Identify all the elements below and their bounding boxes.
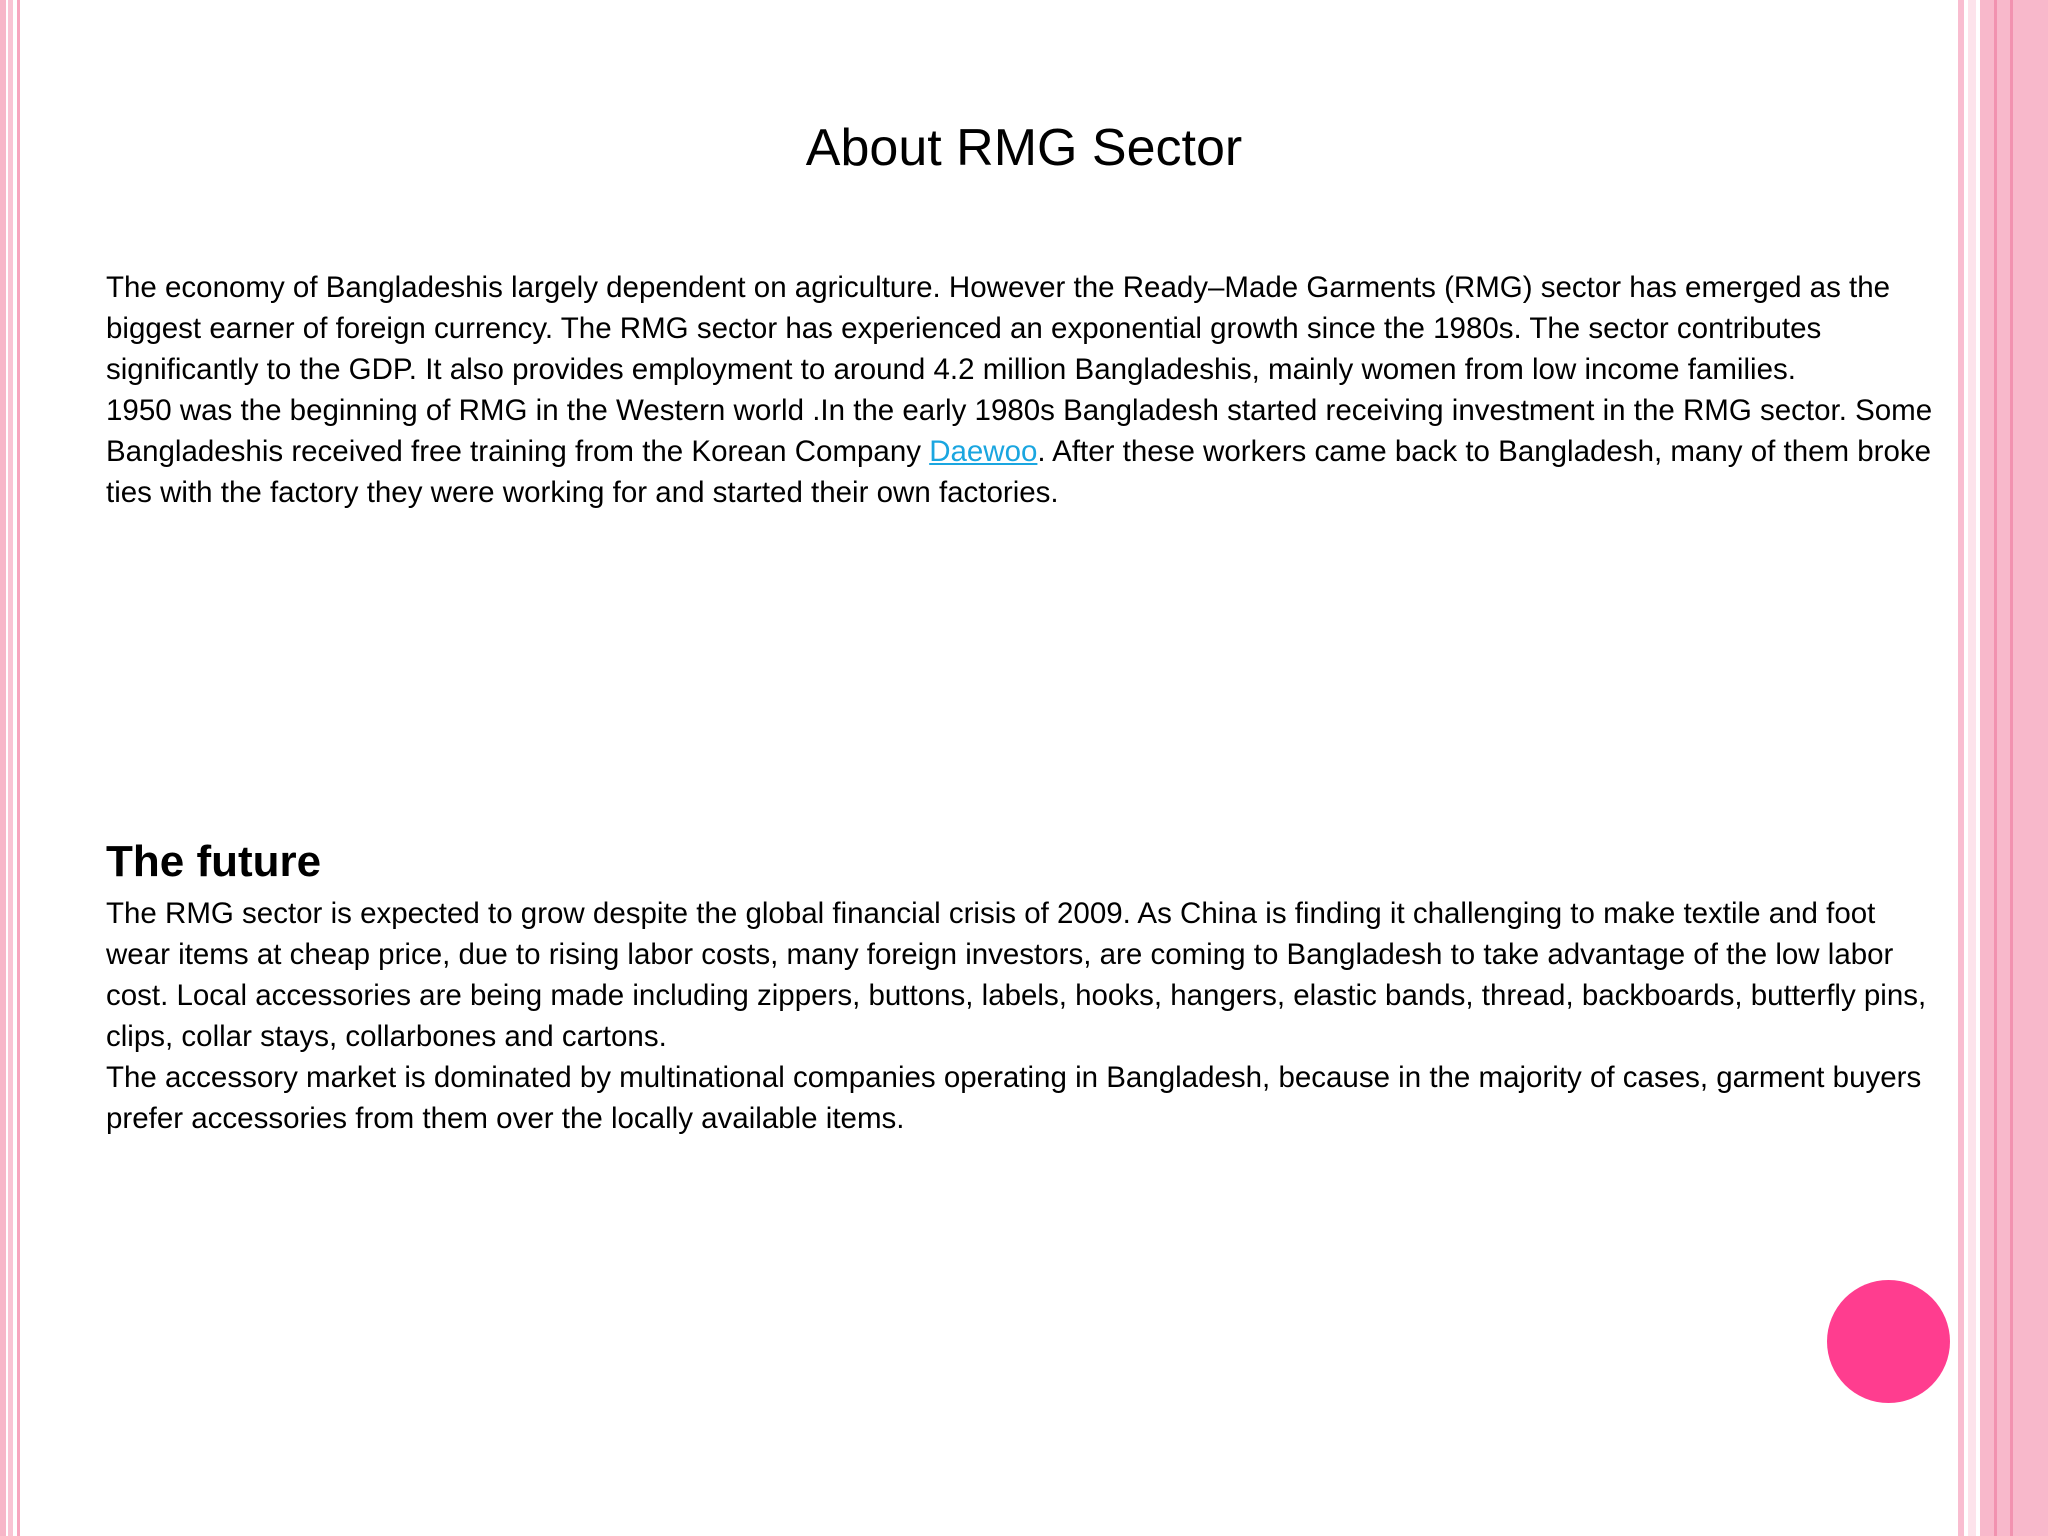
right-border-line [2010,0,2013,1536]
history-text-start: 1950 was the beginning of RMG in the Western world .In the early 1980s Bangladesh started receiving investment in the RMG sector. Some Bangladeshis received free training from the Korean Company [106,394,1933,468]
right-border-line [1994,0,1997,1536]
right-border-band [1980,0,2048,1536]
future-text-block [106,893,1936,1139]
intro-text-block [106,267,1936,513]
right-border-stripe [1958,0,1964,1536]
intro-paragraph: The economy of Bangladeshis largely dependent on agriculture. However the Ready–Made Garments (RMG) sector has emerged as the biggest earner of foreign currency. The RMG sector has experienced an exponential growth since the 1980s. The sector contributes significantly to the GDP. It also provides employment to around 4.2 million Bangladeshis, mainly women from low income families. [106,271,1891,386]
history-text-end: . After these workers came back to Bangladesh, many of them broke ties with the factory they were working for and started their own factories. [106,435,1932,509]
history-paragraph [106,390,1936,513]
left-border-stripe [17,0,20,1536]
left-border-stripe [0,0,6,1536]
accessory-market-paragraph: The accessory market is dominated by multinational companies operating in Bangladesh, because in the majority of cases, garment buyers prefer accessories from them over the locally available items. [106,1061,1922,1135]
right-border-stripe [1968,0,1976,1536]
future-paragraph: The RMG sector is expected to grow despite the global financial crisis of 2009. As China is finding it challenging to make textile and foot wear items at cheap price, due to rising labor costs, many foreign investors, are coming to Bangladesh to take advantage of the low labor cost. Local accessories are being made including zippers, buttons, labels, hooks, hangers, elastic bands, thread, backboards, butterfly pins, clips, collar stays, collarbones and cartons. [106,897,1927,1053]
decorative-pink-circle [1827,1280,1950,1403]
slide-title: About RMG Sector [805,119,1243,177]
daewoo-link[interactable]: Daewoo [929,435,1038,468]
future-heading: The future [106,837,322,886]
left-border-stripe [8,0,13,1536]
